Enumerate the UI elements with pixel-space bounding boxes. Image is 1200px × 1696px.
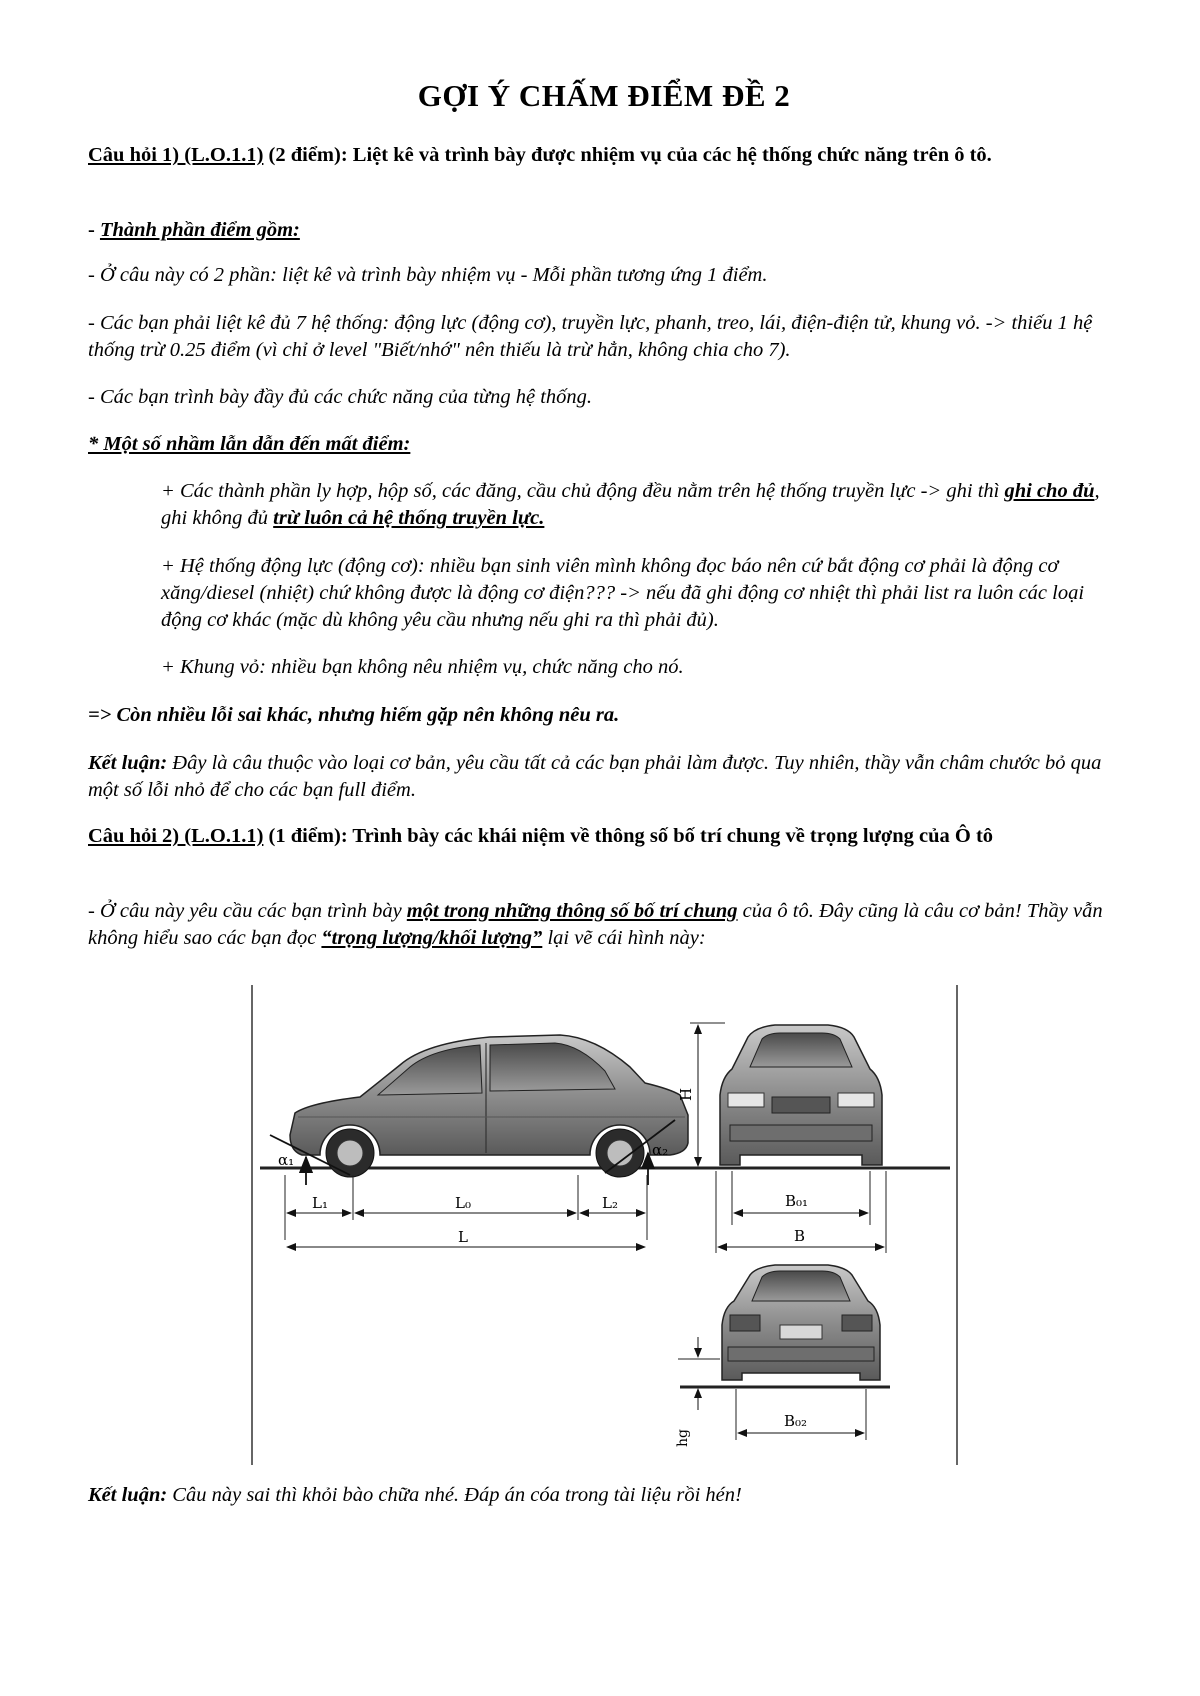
mistake-1-text-a: + Các thành phần ly hợp, hộp số, các đăng, cầu chủ động đều nằm trên hệ thống truyền lực -> ghi thì [161, 480, 1005, 502]
label-alpha2: α₂ [652, 1141, 669, 1159]
other-errors-note: => Còn nhiều lỗi sai khác, nhưng hiếm gặp nên không nêu ra. [88, 704, 620, 726]
q2-emphasis-1: một trong những thông số bố trí chung [406, 900, 738, 922]
paragraph-1: - Ở câu này có 2 phần: liệt kê và trình bày nhiệm vụ - Mỗi phần tương ứng 1 điểm. [88, 264, 768, 286]
label-L: L [458, 1228, 468, 1246]
mistake-1-text-c: , ghi không đủ [161, 480, 1100, 529]
label-L2: L₂ [602, 1194, 618, 1212]
question-2-text: Trình bày các khái niệm về thông số bố trí chung về trọng lượng của Ô tô [352, 825, 994, 847]
page-title: GỢI Ý CHẤM ĐIỂM ĐỀ 2 [417, 78, 791, 113]
mistake-1-emphasis-2: trừ luôn cả hệ thống truyền lực. [273, 507, 545, 529]
car-front-view [677, 1023, 886, 1253]
question-2-points: (1 điểm): [263, 825, 353, 847]
q2-text-a: - Ở câu này yêu cầu các bạn trình bày [88, 900, 407, 922]
conclusion-2 [88, 1482, 1120, 1509]
mistakes-heading: * Một số nhầm lẫn dẫn đến mất điểm: [88, 433, 411, 455]
mistake-2: + Hệ thống động lực (động cơ): nhiều bạn sinh viên mình không đọc báo nên cứ bắt động cơ phải là động cơ xăng/diesel (nhiệt) chứ không được là động cơ điện??? -> nếu đã ghi động cơ nhiệt thì phải list ra luôn các loại động cơ khác (mặc dù không yêu cầu nhưng nếu ghi ra thì phải đủ). [161, 555, 1085, 631]
q2-text-c: của ô tô. Đây cũng là câu cơ bản! Thầy vẫn không hiểu sao các bạn đọc [88, 900, 1103, 949]
question-1-points: (2 điểm): [263, 144, 353, 166]
conclusion-2-label: Kết luận: [88, 1484, 168, 1506]
label-L0: L₀ [455, 1194, 471, 1212]
components-heading-text: Thành phần điểm gồm: [99, 219, 300, 241]
label-L1: L₁ [312, 1194, 328, 1212]
label-H: H [677, 1087, 695, 1101]
conclusion-1-text: Đây là câu thuộc vào loại cơ bản, yêu cầu tất cả các bạn phải làm được. Tuy nhiên, thầy vẫn châm chước bỏ qua một số lỗi nhỏ để cho các bạn full điểm. [88, 752, 1102, 801]
question-2-label: Câu hỏi 2) (L.O.1.1) [88, 825, 264, 847]
mistake-3: + Khung vỏ: nhiều bạn không nêu nhiệm vụ, chức năng cho nó. [161, 656, 684, 678]
paragraph-3: - Các bạn trình bày đầy đủ các chức năng của từng hệ thống. [88, 386, 593, 408]
question-1-text: Liệt kê và trình bày được nhiệm vụ của các hệ thống chức năng trên ô tô. [352, 144, 992, 166]
mistake-1-emphasis-1: ghi cho đủ [1004, 480, 1095, 502]
paragraph-2: - Các bạn phải liệt kê đủ 7 hệ thống: động lực (động cơ), truyền lực, phanh, treo, lái, điện-điện tử, khung vỏ. -> thiếu 1 hệ thống trừ 0.25 điểm (vì chỉ ở level "Biết/nhớ" nên thiếu là trừ hẳn, không chia cho 7). [88, 312, 1093, 361]
label-hg: hg [675, 1429, 691, 1447]
label-B01: B₀₁ [785, 1192, 809, 1210]
question-1-heading [88, 142, 1120, 169]
conclusion-2-text: Câu này sai thì khỏi bào chữa nhé. Đáp án cóa trong tài liệu rồi hén! [167, 1484, 742, 1506]
question-1-label: Câu hỏi 1) (L.O.1.1) [88, 144, 264, 166]
car-rear-view [675, 1265, 890, 1447]
label-B: B [794, 1227, 806, 1245]
question-2-heading [88, 823, 1120, 850]
mistake-1 [161, 478, 1120, 532]
car-dimensions-figure [250, 985, 960, 1465]
components-heading: - Thành phần điểm gồm: [88, 219, 300, 241]
label-B02: B₀₂ [784, 1412, 808, 1430]
q2-text-e: lại vẽ cái hình này: [542, 927, 706, 949]
question-2-paragraph [88, 898, 1120, 952]
conclusion-1-label: Kết luận: [88, 752, 168, 774]
conclusion-1 [88, 750, 1120, 804]
label-alpha1: α₁ [278, 1151, 295, 1169]
q2-emphasis-2: “trọng lượng/khối lượng” [321, 927, 543, 949]
